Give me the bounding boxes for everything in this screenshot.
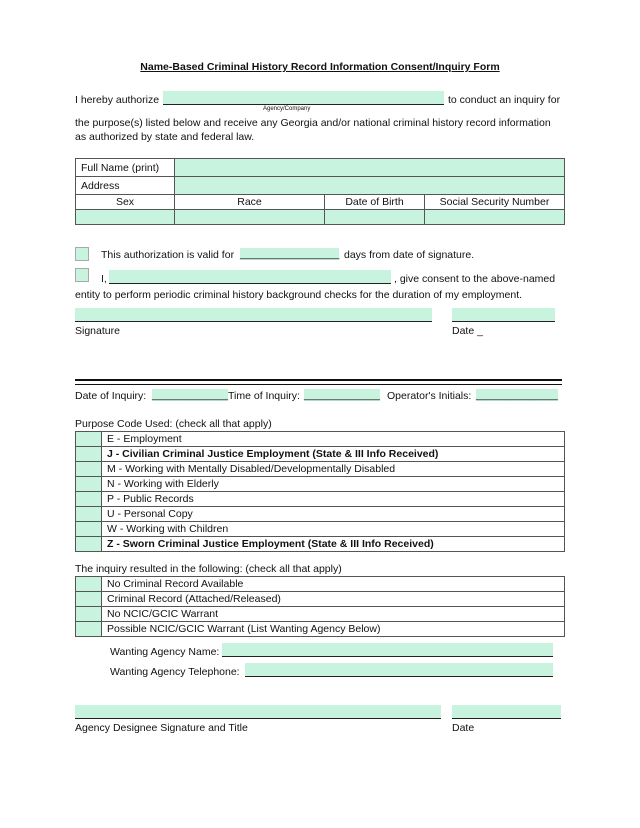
designee-date-input[interactable]	[452, 705, 561, 719]
race-header: Race	[175, 195, 325, 210]
valid-suffix: days from date of signature.	[344, 249, 475, 261]
valid-days-checkbox[interactable]	[75, 247, 89, 261]
purpose-row	[76, 432, 565, 447]
purpose-label: Z - Sworn Criminal Justice Employment (State & III Info Received)	[102, 537, 565, 552]
form-title: Name-Based Criminal History Record Information Consent/Inquiry Form	[140, 61, 500, 73]
wanting-agency-phone-input[interactable]	[245, 663, 553, 677]
result-checkbox[interactable]	[76, 607, 102, 622]
purpose-label: E - Employment	[102, 432, 565, 447]
purpose-label: M - Working with Mentally Disabled/Developmentally Disabled	[102, 462, 565, 477]
address-label: Address	[76, 177, 175, 195]
signature-date-label: Date _	[452, 325, 483, 337]
purpose-row	[76, 477, 565, 492]
purpose-row	[76, 492, 565, 507]
dob-input[interactable]	[325, 210, 425, 225]
result-row	[76, 592, 565, 607]
purpose-checkbox[interactable]	[76, 522, 102, 537]
dob-header: Date of Birth	[325, 195, 425, 210]
purpose-checkbox[interactable]	[76, 507, 102, 522]
signature-label: Signature	[75, 325, 120, 337]
consent-name-input[interactable]	[109, 270, 391, 284]
sex-input[interactable]	[76, 210, 175, 225]
purpose-row	[76, 522, 565, 537]
result-label: Criminal Record (Attached/Released)	[102, 592, 565, 607]
purpose-checkbox[interactable]	[76, 432, 102, 447]
purpose-label: P - Public Records	[102, 492, 565, 507]
purpose-row	[76, 537, 565, 552]
section-divider	[75, 379, 562, 381]
ssn-input[interactable]	[425, 210, 565, 225]
purpose-checkbox[interactable]	[76, 447, 102, 462]
purpose-heading: Purpose Code Used: (check all that apply)	[75, 418, 272, 430]
purpose-table	[75, 431, 565, 552]
address-input[interactable]	[175, 177, 565, 195]
valid-prefix: This authorization is valid for	[101, 249, 235, 261]
full-name-input[interactable]	[175, 159, 565, 177]
purpose-row	[76, 507, 565, 522]
result-row	[76, 607, 565, 622]
consent-line-2: entity to perform periodic criminal history background checks for the duration of my employment.	[75, 289, 523, 301]
purpose-checkbox[interactable]	[76, 492, 102, 507]
purpose-row	[76, 447, 565, 462]
consent-suffix: , give consent to the above-named	[394, 273, 556, 285]
result-table	[75, 576, 565, 637]
result-checkbox[interactable]	[76, 592, 102, 607]
time-of-inquiry-input[interactable]: _____________	[304, 389, 380, 401]
intro-line-3: as authorized by state and federal law.	[75, 131, 255, 143]
date-of-inquiry-label: Date of Inquiry:	[75, 390, 147, 402]
authorize-suffix: to conduct an inquiry for	[448, 94, 561, 106]
consent-checkbox[interactable]	[75, 268, 89, 282]
designee-date-label: Date	[452, 722, 475, 734]
date-of-inquiry-input[interactable]: _____________	[152, 389, 228, 401]
purpose-label: W - Working with Children	[102, 522, 565, 537]
valid-days-input[interactable]: _________________	[240, 248, 340, 260]
result-checkbox[interactable]	[76, 622, 102, 637]
designee-signature-label: Agency Designee Signature and Title	[75, 722, 248, 734]
race-input[interactable]	[175, 210, 325, 225]
sex-header: Sex	[76, 195, 175, 210]
wanting-agency-name-input[interactable]	[222, 643, 553, 657]
wanting-agency-name-label: Wanting Agency Name:	[110, 646, 220, 658]
result-label: No NCIC/GCIC Warrant	[102, 607, 565, 622]
ssn-header: Social Security Number	[425, 195, 565, 210]
result-row	[76, 622, 565, 637]
person-info-table	[75, 158, 565, 225]
designee-signature-input[interactable]	[75, 705, 441, 719]
wanting-agency-phone-label: Wanting Agency Telephone:	[110, 666, 240, 678]
purpose-row	[76, 462, 565, 477]
purpose-label: U - Personal Copy	[102, 507, 565, 522]
time-of-inquiry-label: Time of Inquiry:	[228, 390, 300, 402]
intro-line-2: the purpose(s) listed below and receive any Georgia and/or national criminal history record information	[75, 117, 551, 129]
authorize-prefix: I hereby authorize	[75, 94, 160, 106]
full-name-label: Full Name (print)	[76, 159, 175, 177]
purpose-checkbox[interactable]	[76, 537, 102, 552]
purpose-label: J - Civilian Criminal Justice Employment (State & III Info Received)	[102, 447, 565, 462]
signature-date-input[interactable]	[452, 308, 555, 322]
purpose-label: N - Working with Elderly	[102, 477, 565, 492]
agency-company-input[interactable]	[163, 91, 444, 105]
purpose-checkbox[interactable]	[76, 477, 102, 492]
operator-initials-label: Operator's Initials:	[387, 390, 472, 402]
section-divider-thin	[75, 384, 562, 385]
purpose-checkbox[interactable]	[76, 462, 102, 477]
result-heading: The inquiry resulted in the following: (check all that apply)	[75, 563, 342, 575]
agency-caption: Agency/Company	[263, 106, 311, 112]
operator-initials-input[interactable]: ______________	[476, 389, 558, 401]
signature-input[interactable]	[75, 308, 432, 322]
result-checkbox[interactable]	[76, 577, 102, 592]
result-label: No Criminal Record Available	[102, 577, 565, 592]
result-row	[76, 577, 565, 592]
result-label: Possible NCIC/GCIC Warrant (List Wanting Agency Below)	[102, 622, 565, 637]
consent-prefix: I,	[101, 273, 107, 285]
